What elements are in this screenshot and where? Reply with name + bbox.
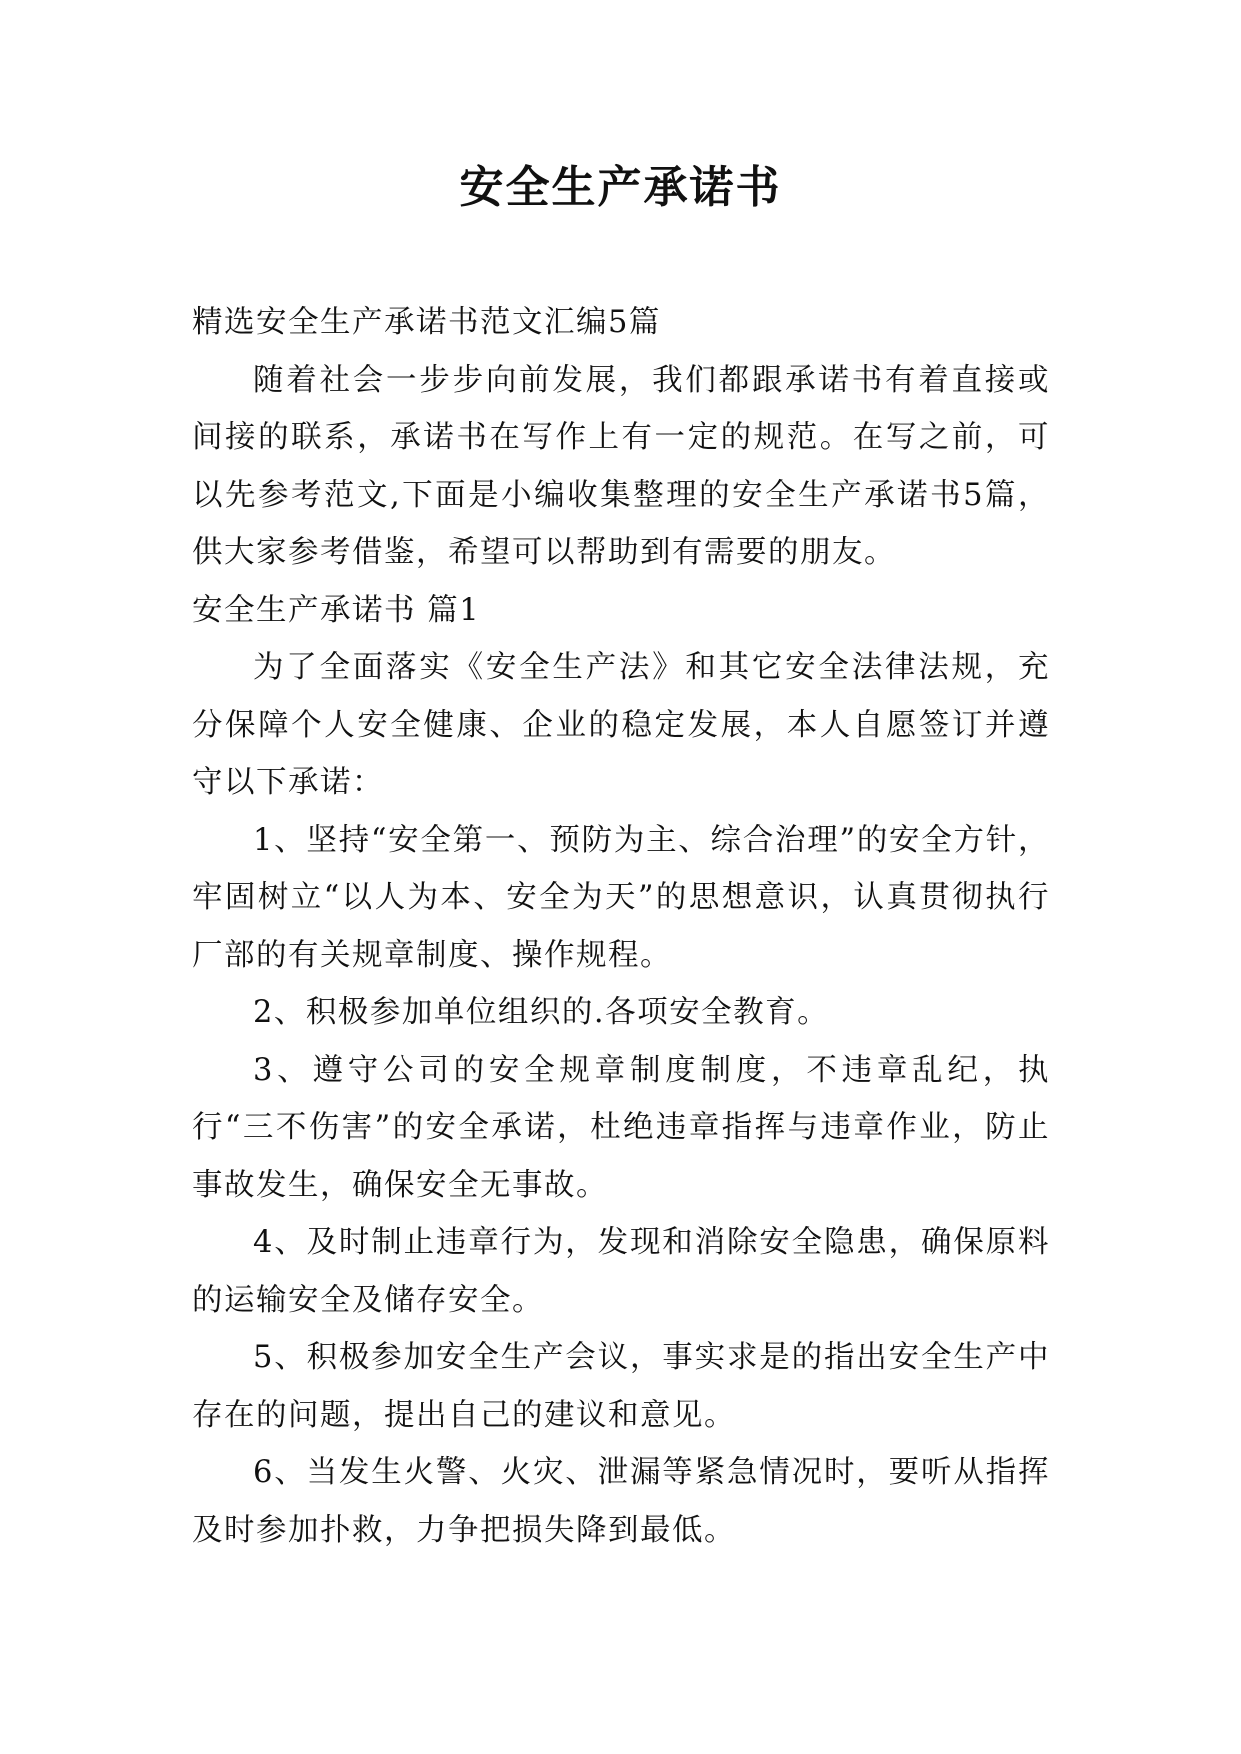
commitment-item-2: 2、积极参加单位组织的.各项安全教育。 — [253, 995, 830, 1030]
commitment-item-1: 1、坚持“安全第一、预防为主、综合治理”的安全方针，牢固树立“以人为本、安全为天”的思想意识，认真贯彻执行厂部的有关规章制度、操作规程。 — [192, 822, 1050, 973]
commitment-item-4: 4、及时制止违章行为，发现和消除安全隐患，确保原料的运输安全及储存安全。 — [192, 1225, 1050, 1318]
document-title: 安全生产承诺书 — [459, 162, 782, 213]
section-heading: 安全生产承诺书 篇1 — [192, 592, 481, 628]
commitment-item-3: 3、遵守公司的安全规章制度制度，不违章乱纪，执行“三不伤害”的安全承诺，杜绝违章指挥与违章作业，防止事故发生，确保安全无事故。 — [192, 1052, 1050, 1203]
commitment-item-6: 6、当发生火警、火灾、泄漏等紧急情况时，要听从指挥及时参加扑救，力争把损失降到最低。 — [192, 1455, 1050, 1548]
commitment-item-5: 5、积极参加安全生产会议，事实求是的指出安全生产中存在的问题，提出自己的建议和意见。 — [192, 1340, 1050, 1433]
preamble-paragraph: 为了全面落实《安全生产法》和其它安全法律法规，充分保障个人安全健康、企业的稳定发展，本人自愿签订并遵守以下承诺： — [192, 650, 1050, 800]
subtitle-line: 精选安全生产承诺书范文汇编5篇 — [192, 305, 661, 340]
document-body — [192, 294, 1050, 1559]
intro-paragraph: 随着社会一步步向前发展，我们都跟承诺书有着直接或间接的联系，承诺书在写作上有一定的规范。在写之前，可以先参考范文,下面是小编收集整理的安全生产承诺书5篇，供大家参考借鉴，希望可以帮助到有需要的朋友。 — [192, 362, 1050, 570]
